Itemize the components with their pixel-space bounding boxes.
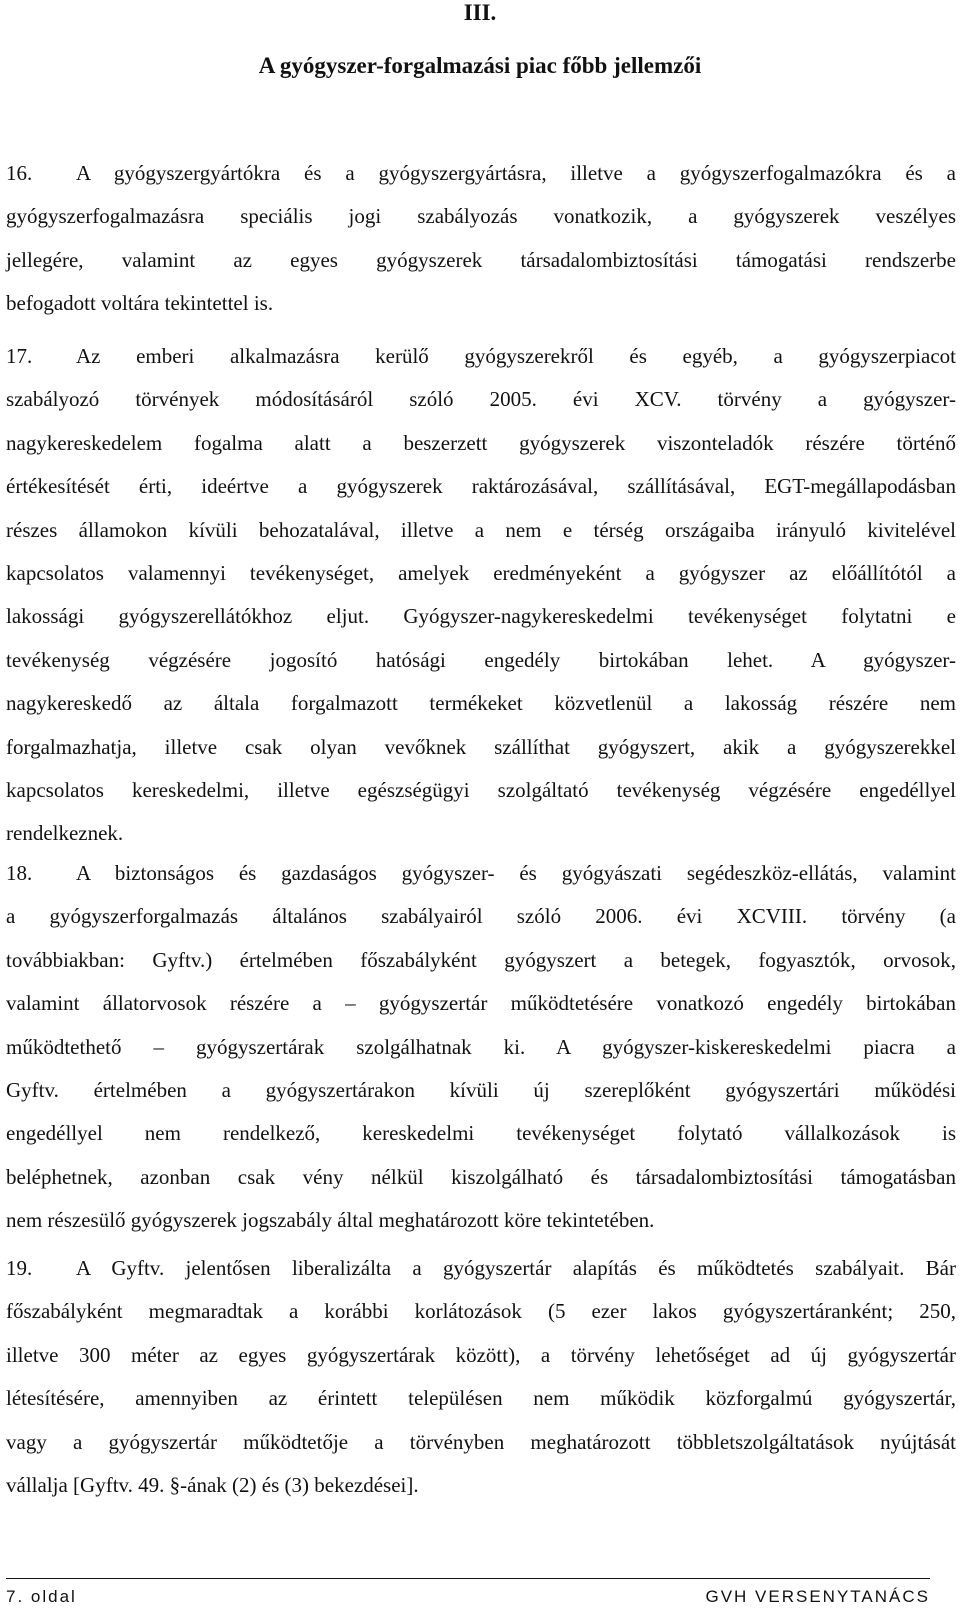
paragraph-line: szabályozó törvények módosításáról szóló 2005. évi XCV. törvény a gyógyszer- <box>6 387 956 412</box>
paragraph-line: gyógyszerfogalmazásra speciális jogi szabályozás vonatkozik, a gyógyszerek veszélyes <box>6 204 956 229</box>
paragraph-line: nagykereskedő az általa forgalmazott termékeket közvetlenül a lakosság részére nem <box>6 691 956 716</box>
paragraph-line: értékesítését érti, ideértve a gyógyszerek raktározásával, szállításával, EGT-megállapodásban <box>6 474 956 499</box>
paragraph-line: forgalmazhatja, illetve csak olyan vevőknek szállíthat gyógyszert, akik a gyógyszerekkel <box>6 734 956 759</box>
paragraph-number: 17. <box>6 344 33 368</box>
paragraph-line <box>6 335 956 378</box>
paragraph-line: működtethető – gyógyszertárak szolgálhatnak ki. A gyógyszer-kiskereskedelmi piacra a <box>6 1034 956 1059</box>
chapter-number: III. <box>463 0 497 25</box>
paragraph-line: rendelkeznek. <box>6 821 124 846</box>
paragraph-line: lakossági gyógyszerellátókhoz eljut. Gyógyszer-nagykereskedelmi tevékenységet folytatni e <box>6 604 956 629</box>
paragraph-text: A Gyftv. jelentősen liberalizálta a gyógyszertár alapítás és működtetés szabályait. Bár <box>76 1256 956 1280</box>
paragraph-19 <box>6 1247 956 1507</box>
paragraph-line: tevékenység végzésére jogosító hatósági engedély birtokában lehet. A gyógyszer- <box>6 647 956 672</box>
paragraph-number: 16. <box>6 161 33 185</box>
paragraph-line: vállalja [Gyftv. 49. §-ának (2) és (3) bekezdései]. <box>6 1473 419 1498</box>
paragraph-line: kapcsolatos kereskedelmi, illetve egészségügyi szolgáltató tevékenység végzésére engedéllyel <box>6 778 956 803</box>
paragraph-line: vagy a gyógyszertár működtetője a törvényben meghatározott többletszolgáltatások nyújtását <box>6 1429 956 1454</box>
paragraph-number: 19. <box>6 1256 33 1280</box>
paragraph-line <box>6 152 956 195</box>
footer-organization: GVH VERSENYTANÁCS <box>705 1587 930 1606</box>
paragraph-line: engedéllyel nem rendelkező, kereskedelmi tevékenységet folytató vállalkozások is <box>6 1121 956 1146</box>
paragraph-17 <box>6 335 956 856</box>
footer-divider <box>6 1578 930 1579</box>
paragraph-line: létesítésére, amennyiben az érintett településen nem működik közforgalmú gyógyszertár, <box>6 1386 956 1411</box>
paragraph-line: részes államokon kívüli behozatalával, illetve a nem e térség országaiba irányuló kivitelével <box>6 517 956 542</box>
paragraph-text: A biztonságos és gazdaságos gyógyszer- és gyógyászati segédeszköz-ellátás, valamint <box>76 861 956 885</box>
paragraph-line: jellegére, valamint az egyes gyógyszerek társadalombiztosítási támogatási rendszerbe <box>6 247 956 272</box>
paragraph-16 <box>6 152 956 326</box>
paragraph-line: továbbiakban: Gyftv.) értelmében főszabályként gyógyszert a betegek, fogyasztók, orvosok, <box>6 947 956 972</box>
paragraph-text: A gyógyszergyártókra és a gyógyszergyártásra, illetve a gyógyszerfogalmazókra és a <box>76 161 956 185</box>
paragraph-number: 18. <box>6 861 33 885</box>
paragraph-line: nem részesülő gyógyszerek jogszabály által meghatározott köre tekintetében. <box>6 1208 655 1233</box>
paragraph-line: Gyftv. értelmében a gyógyszertárakon kívüli új szereplőként gyógyszertári működési <box>6 1078 956 1103</box>
paragraph-line: kapcsolatos valamennyi tevékenységet, amelyek eredményeként a gyógyszer az előállítótól a <box>6 561 956 586</box>
footer-page-number: 7. oldal <box>6 1587 77 1606</box>
paragraph-line: nagykereskedelem fogalma alatt a beszerzett gyógyszerek viszonteladók részére történő <box>6 430 956 455</box>
paragraph-line: beléphetnek, azonban csak vény nélkül kiszolgálható és társadalombiztosítási támogatásban <box>6 1164 956 1189</box>
paragraph-line: valamint állatorvosok részére a – gyógyszertár működtetésére vonatkozó engedély birtokában <box>6 991 956 1016</box>
paragraph-line: főszabályként megmaradtak a korábbi korlátozások (5 ezer lakos gyógyszertáranként; 250, <box>6 1299 956 1324</box>
paragraph-line <box>6 1247 956 1290</box>
chapter-title: A gyógyszer-forgalmazási piac főbb jellemzői <box>258 53 702 78</box>
paragraph-18 <box>6 852 956 1243</box>
paragraph-line: illetve 300 méter az egyes gyógyszertárak között), a törvény lehetőséget ad új gyógyszertár <box>6 1342 956 1367</box>
paragraph-line: befogadott voltára tekintettel is. <box>6 291 274 316</box>
paragraph-line: a gyógyszerforgalmazás általános szabályairól szóló 2006. évi XCVIII. törvény (a <box>6 904 956 929</box>
paragraph-text: Az emberi alkalmazásra kerülő gyógyszerekről és egyéb, a gyógyszerpiacot <box>76 344 956 368</box>
paragraph-line <box>6 852 956 895</box>
